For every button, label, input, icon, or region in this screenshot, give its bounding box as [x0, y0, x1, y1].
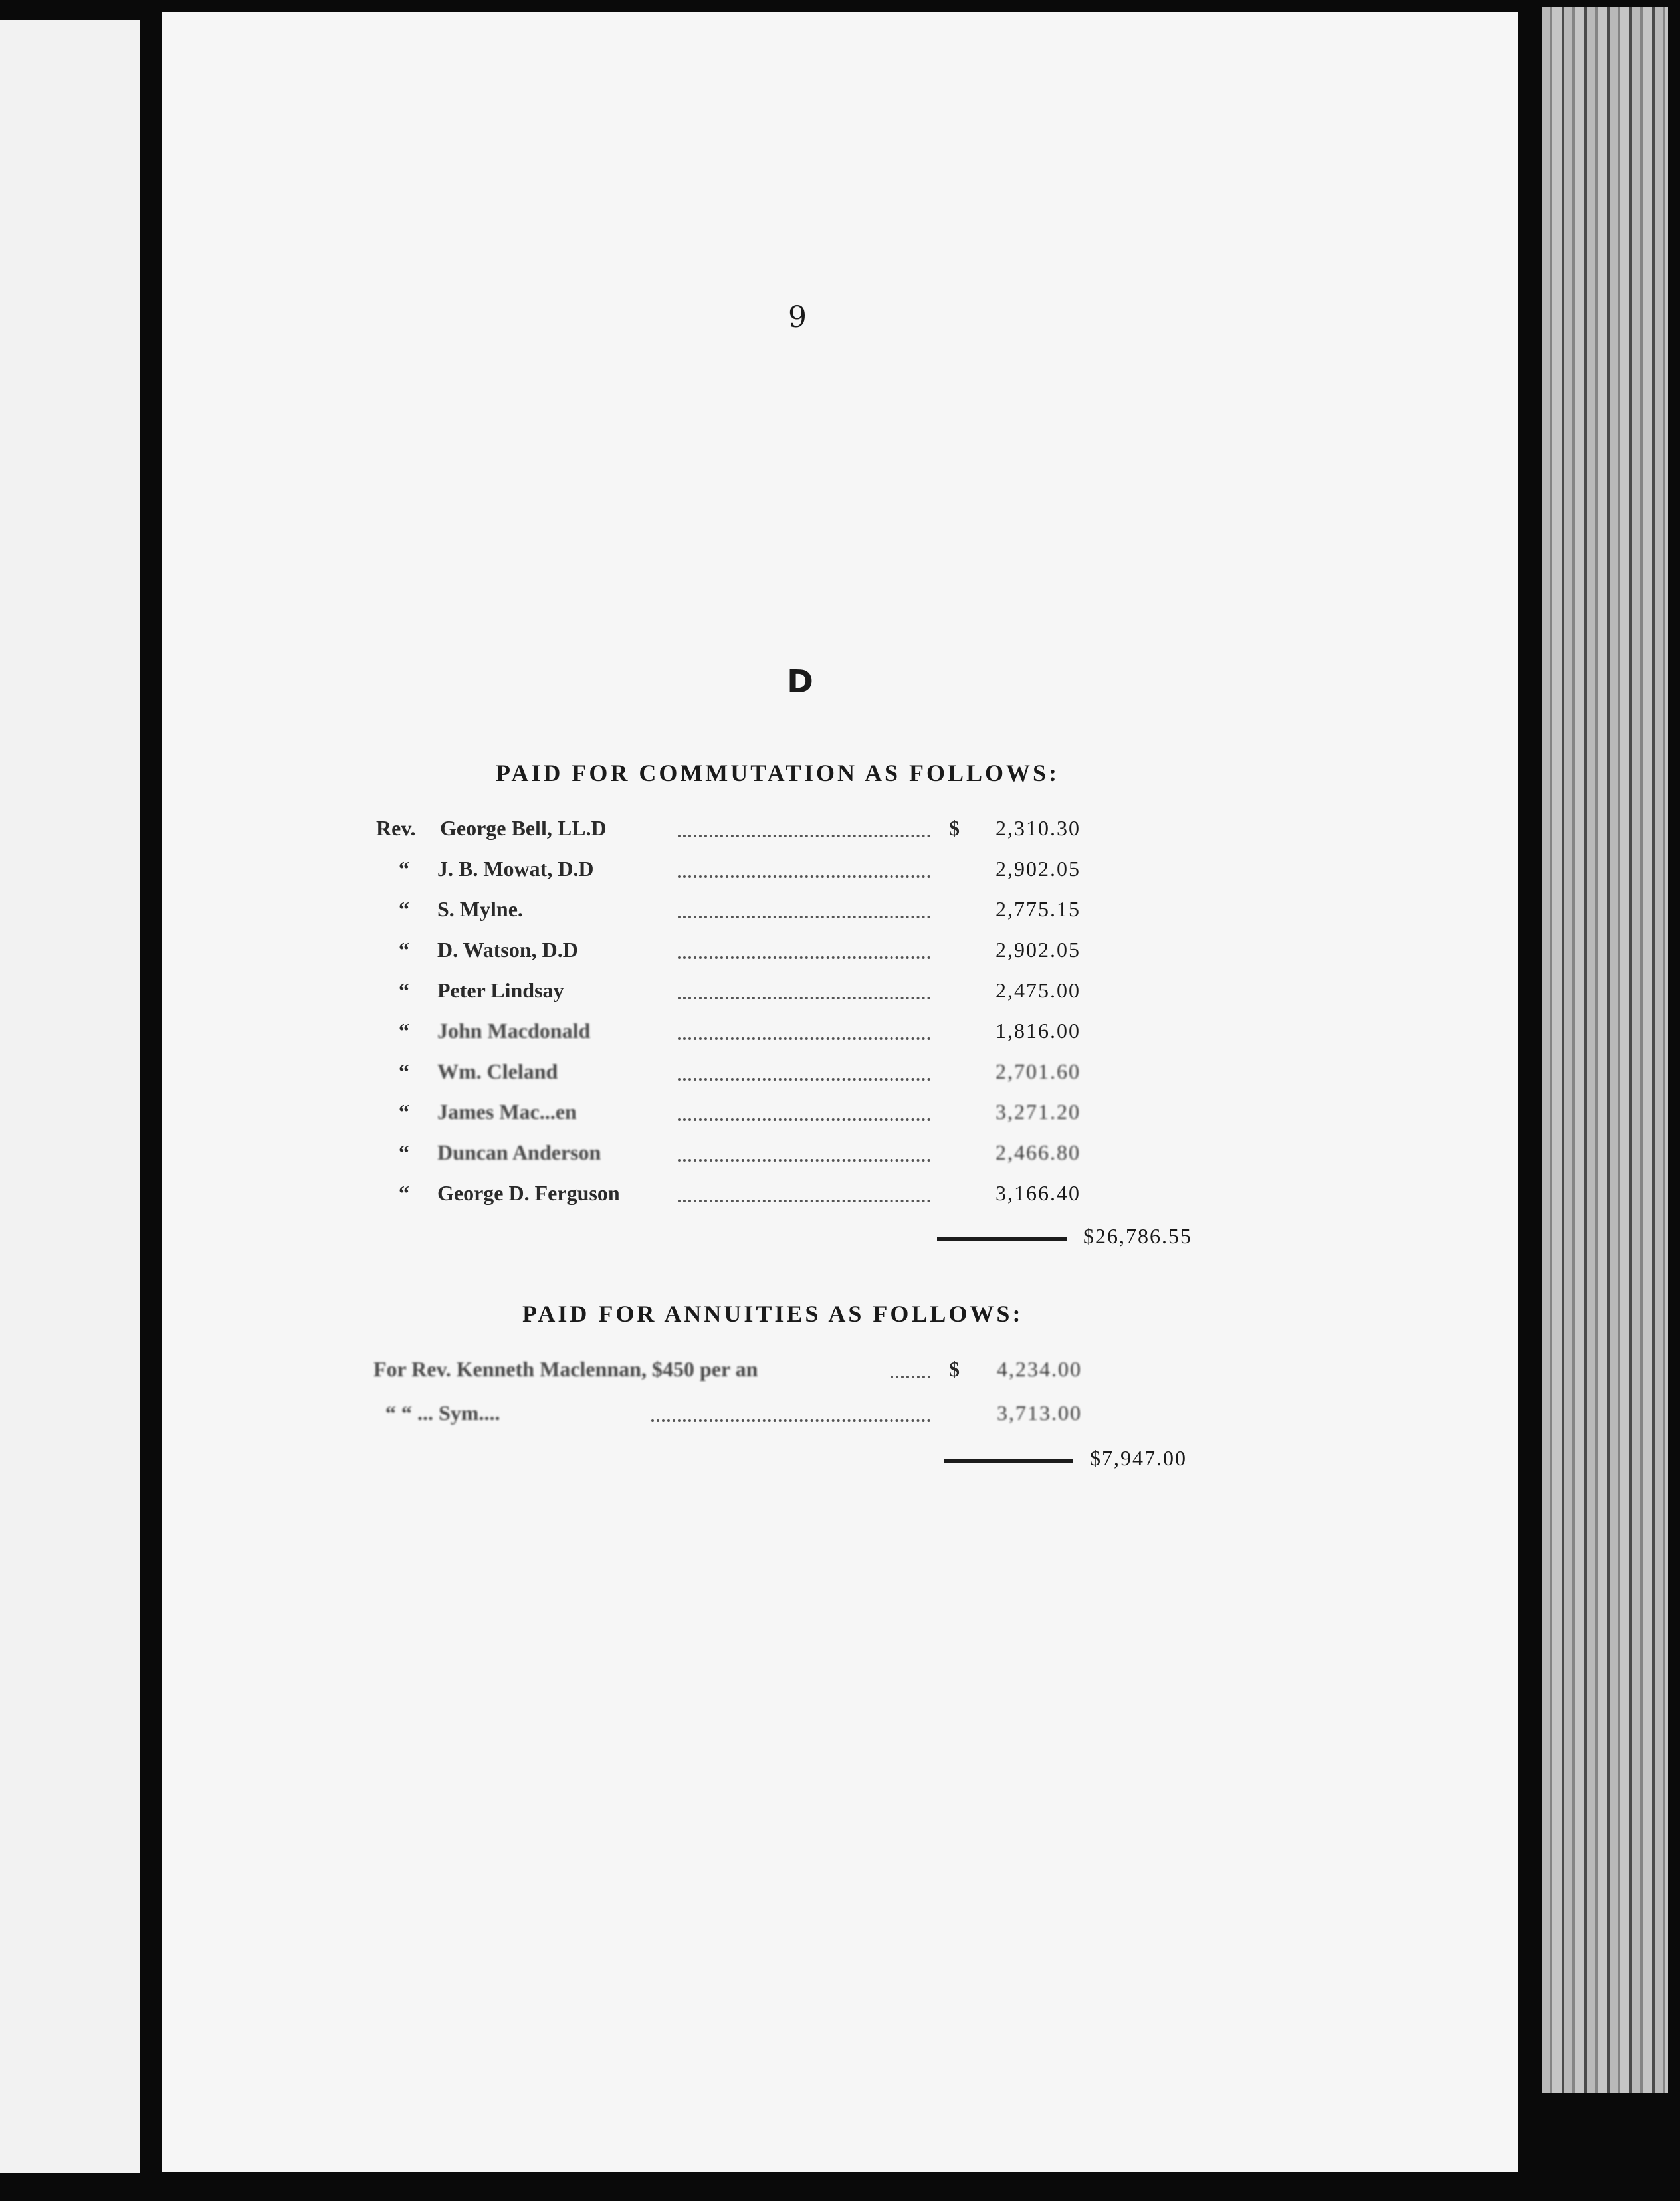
- row-prefix: “: [399, 897, 409, 921]
- dollar-sign: $: [949, 1357, 960, 1381]
- document-page: [162, 12, 1518, 2172]
- payee-name: Peter Lindsay: [437, 978, 564, 1002]
- dot-leader: [891, 1376, 930, 1378]
- payee-name: Wm. Cleland: [437, 1059, 558, 1083]
- commutation-total: $26,786.55: [1083, 1224, 1192, 1248]
- annuity-amount: 4,234.00: [997, 1357, 1082, 1381]
- payment-amount: 2,775.15: [996, 897, 1081, 921]
- payee-name: Duncan Anderson: [437, 1140, 601, 1164]
- payee-name: George D. Ferguson: [437, 1181, 620, 1205]
- payment-amount: 2,475.00: [996, 978, 1081, 1002]
- dot-leader: [678, 1200, 930, 1202]
- commutation-heading: PAID FOR COMMUTATION AS FOLLOWS:: [496, 760, 1060, 786]
- row-prefix: “: [399, 1019, 409, 1043]
- dot-leader: [678, 875, 930, 878]
- payment-amount: 3,166.40: [996, 1181, 1081, 1205]
- dot-leader: [678, 956, 930, 959]
- annuities-total-rule: [944, 1459, 1073, 1463]
- payment-amount: 2,310.30: [996, 816, 1081, 840]
- payment-amount: 2,902.05: [996, 938, 1081, 962]
- row-prefix: Rev.: [376, 816, 416, 840]
- dot-leader: [678, 916, 930, 918]
- annuities-total: $7,947.00: [1090, 1446, 1187, 1470]
- page-number: 9: [788, 300, 807, 334]
- payee-name: John Macdonald: [437, 1019, 591, 1043]
- annuity-amount: 3,713.00: [997, 1401, 1082, 1425]
- row-prefix: “: [399, 1100, 409, 1124]
- annuities-heading: PAID FOR ANNUITIES AS FOLLOWS:: [522, 1301, 1023, 1327]
- row-prefix: “: [399, 1059, 409, 1083]
- payment-amount: 2,701.60: [996, 1059, 1081, 1083]
- payee-name: S. Mylne.: [437, 897, 523, 921]
- book-page-edges: [1542, 7, 1668, 2093]
- payment-amount: 2,466.80: [996, 1140, 1081, 1164]
- row-prefix: “: [399, 857, 409, 881]
- payee-name: J. B. Mowat, D.D: [437, 857, 594, 881]
- dot-leader: [678, 835, 930, 837]
- payment-amount: 3,271.20: [996, 1100, 1081, 1124]
- facing-page-edge: [0, 20, 140, 2173]
- dollar-sign: $: [949, 816, 960, 840]
- section-letter: D: [787, 663, 813, 700]
- dot-leader: [678, 1078, 930, 1081]
- payee-name: George Bell, LL.D: [440, 816, 607, 840]
- dot-leader: [678, 1118, 930, 1121]
- payment-amount: 2,902.05: [996, 857, 1081, 881]
- dot-leader: [678, 1037, 930, 1040]
- annuity-label: “ “ ... Sym....: [385, 1401, 500, 1425]
- dot-leader: [678, 1159, 930, 1162]
- payee-name: D. Watson, D.D: [437, 938, 578, 962]
- total-rule: [937, 1237, 1067, 1241]
- row-prefix: “: [399, 1181, 409, 1205]
- annuity-label: For Rev. Kenneth Maclennan, $450 per an: [373, 1357, 758, 1381]
- payee-name: James Mac...en: [437, 1100, 577, 1124]
- dot-leader: [651, 1419, 930, 1422]
- row-prefix: “: [399, 978, 409, 1002]
- row-prefix: “: [399, 938, 409, 962]
- row-prefix: “: [399, 1140, 409, 1164]
- dot-leader: [678, 997, 930, 999]
- payment-amount: 1,816.00: [996, 1019, 1081, 1043]
